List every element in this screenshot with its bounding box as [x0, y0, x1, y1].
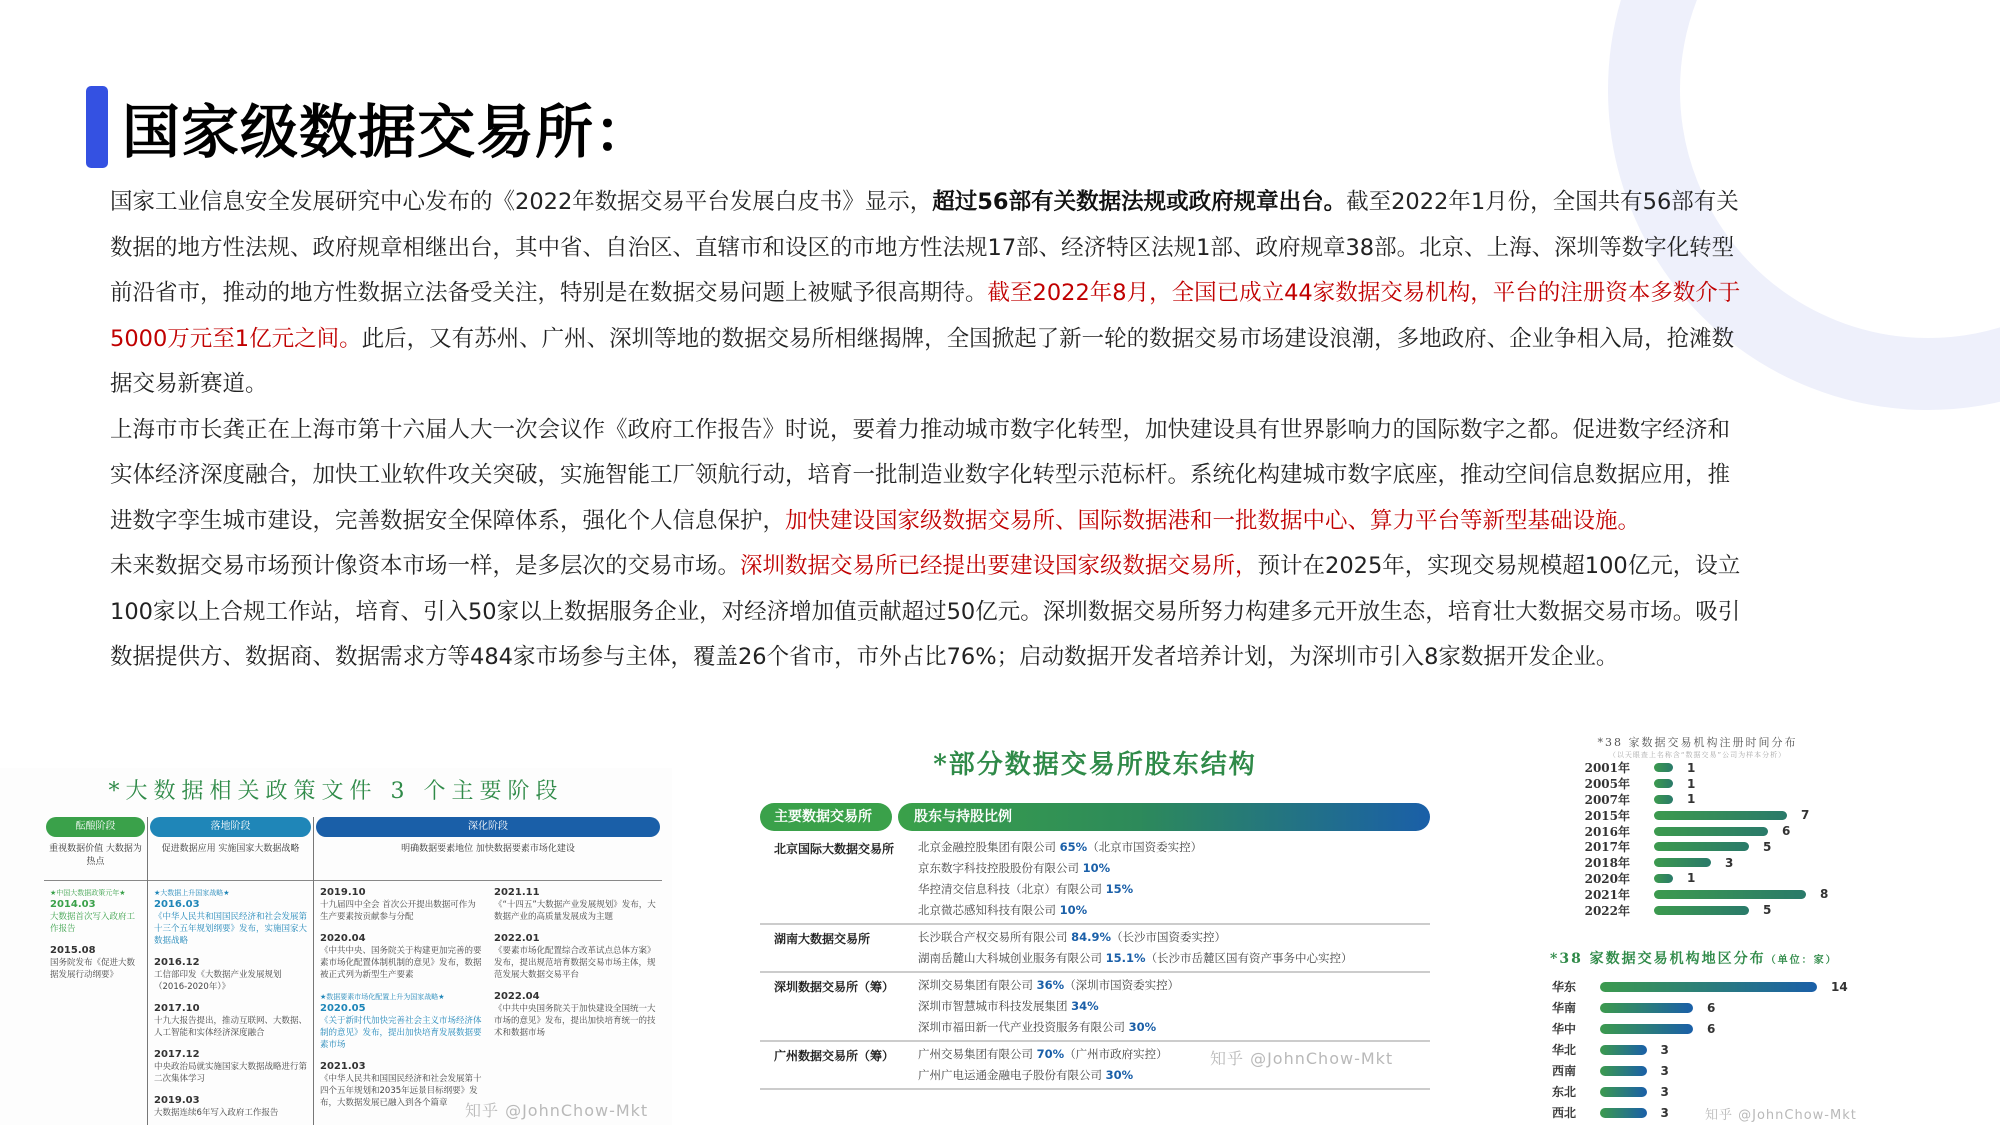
- policy-event: 2022.04 《中共中央国务院关于加快建设全国统一大市场的意见》发布，提出加快培育统一的技术和数据市场: [494, 991, 656, 1038]
- bar-row: [1450, 807, 1945, 823]
- registration-year-chart: [1450, 734, 1945, 924]
- phase-pill: 落地阶段: [150, 817, 311, 837]
- phase-landing: [148, 817, 314, 1125]
- phase-subtitle: 重视数据价值 大数据为热点: [44, 837, 147, 881]
- bar-value: 3: [1660, 1042, 1669, 1057]
- bar-row: [1450, 839, 1945, 855]
- header-exchange: 主要数据交易所: [760, 803, 892, 831]
- page-title: 国家级数据交易所：: [122, 98, 654, 166]
- p1-red-highlight: 截至2022年8月，全国已成立44家数据交易机构，平台的注册资本多数介于5000万元至1亿元之间。: [110, 280, 1741, 352]
- page-header: [86, 86, 653, 168]
- shareholder-row: 广州交易集团有限公司 70%（广州市政府实控）: [918, 1047, 1168, 1061]
- policy-event: 2015.08 国务院发布《促进大数据发展行动纲要》: [50, 945, 136, 980]
- policy-event: 2017.12 中央政治局就实施国家大数据战略进行第二次集体学习: [154, 1049, 308, 1084]
- exchange-group: [760, 925, 1430, 973]
- paragraph-2: [110, 408, 1750, 545]
- watermark: 知乎 @JohnChow-Mkt: [1210, 1049, 1394, 1068]
- phase-deepening: [314, 817, 662, 1125]
- p1-text-c: 截至2022年1月份，全国共有56部有关数据的地方性法规、政府规章相继出台，其中省、自治区、直辖市和设区的市地方性法规17部、经济特区法规1部、政府规章38部。北京、上海、深圳等数字化转型前沿省市，推动的地方性数据立法备受关注，特别是在数据交易问题上被赋予很高期待。: [110, 189, 1739, 306]
- shareholder-row: 长沙联合产权交易所有限公司 84.9%（长沙市国资委实控）: [918, 930, 1227, 944]
- bar-row: [1450, 823, 1945, 839]
- shareholder-row: 湖南岳麓山大科城创业服务有限公司 15.1%（长沙市岳麓区国有资产事务中心实控）: [918, 951, 1353, 965]
- bar-value: 3: [1660, 1105, 1669, 1120]
- bar: [1600, 1003, 1693, 1013]
- shareholder-row: 北京微芯感知科技有限公司 10%: [918, 903, 1088, 917]
- phase-pill: 酝酿阶段: [46, 817, 145, 837]
- shareholder-row: 华控清交信息科技（北京）有限公司 15%: [918, 882, 1134, 896]
- p1-bold-highlight: 超过56部有关数据法规或政府规章出台。: [932, 189, 1347, 215]
- chart-title: *38 家数据交易机构注册时间分布: [1597, 736, 1798, 749]
- policy-event: 2022.01 《要素市场化配置综合改革试点总体方案》发布，提出规范培育数据交易市场主体，规范发展大数据交易平台: [494, 933, 656, 980]
- chart-title: *38 家数据交易机构地区分布（单位：家）: [1550, 951, 1838, 967]
- bar: [1600, 1045, 1647, 1055]
- policy-event: 2016.12 工信部印发《大数据产业发展规划（2016-2020年）》: [154, 957, 282, 992]
- bar-label: 2017年: [1584, 840, 1630, 855]
- bar-value: 6: [1707, 1021, 1716, 1036]
- bar-label: 西南: [1552, 1064, 1577, 1078]
- bar-row: [1450, 902, 1945, 918]
- shareholder-row: 北京金融控股集团有限公司 65%（北京市国资委实控）: [918, 840, 1203, 854]
- bar-row: [1450, 760, 1945, 776]
- bar-label: 2015年: [1584, 808, 1630, 823]
- bar-value: 6: [1782, 824, 1791, 839]
- exchange-group: [760, 973, 1430, 1042]
- bar: [1654, 890, 1806, 899]
- bar: [1654, 858, 1711, 867]
- paragraph-1: [110, 180, 1750, 408]
- bar-row: [1500, 1039, 1995, 1060]
- bar-row: [1500, 997, 1995, 1018]
- policy-event: 2021.03 《中华人民共和国国民经济和社会发展第十四个五年规划和2035年远景目标纲要》发布，大数据发展已融入到各个篇章: [320, 1061, 482, 1108]
- bar-label: 东北: [1552, 1085, 1577, 1099]
- bar-value: 14: [1831, 979, 1848, 994]
- shareholder-row: 京东数字科技控股股份有限公司 10%: [918, 861, 1111, 875]
- bar-label: 华东: [1552, 980, 1577, 994]
- bar-row: [1500, 1018, 1995, 1039]
- policy-event: 2019.03 大数据连续6年写入政府工作报告: [154, 1095, 279, 1118]
- bar-value: 6: [1707, 1000, 1716, 1015]
- policy-event: 2020.04 《中共中央、国务院关于构建更加完善的要素市场化配置体制机制的意见》发布，数据被正式列为新型生产要素: [320, 933, 482, 980]
- bar-label: 2020年: [1584, 871, 1630, 886]
- p2-text-a: 上海市市长龚正在上海市第十六届人大一次会议作《政府工作报告》时说，要着力推动城市数字化转型，加快建设具有世界影响力的国际数字之都。促进数字经济和实体经济深度融合，加快工业软件攻关突破，实施智能工厂领航行动，培育一批制造业数字化转型示范标杆。系统化构建城市数字底座，推动空间信息数据应用，推进数字孪生城市建设，完善数据安全保障体系，强化个人信息保护，: [110, 416, 1731, 534]
- p3-text-c: 预计在2025年，实现交易规模超100亿元，设立100家以上合规工作站，培育、引入50家以上数据服务企业，对经济增加值贡献超过50亿元。深圳数据交易所努力构建多元开放生态，培育壮大数据交易市场。吸引数据提供方、数据商、数据需求方等484家市场参与主体，覆盖26个省市，市外占比76%；启动数据开发者培养计划，为深圳市引入8家数据开发企业。: [110, 553, 1741, 670]
- policy-event: 2019.10 十九届四中全会 首次公开提出数据可作为生产要素按贡献参与分配: [320, 887, 476, 922]
- bar-label: 西北: [1552, 1106, 1577, 1120]
- title-accent-bar: [86, 86, 108, 168]
- watermark: 知乎 @JohnChow-Mkt: [1705, 1108, 1857, 1123]
- shareholder-row: 深圳市智慧城市科技发展集团 34%: [918, 999, 1099, 1013]
- bar: [1654, 811, 1787, 820]
- bar: [1654, 906, 1749, 915]
- policy-stages-figure: [0, 768, 672, 1125]
- exchange-name: 湖南大数据交易所: [774, 932, 871, 946]
- bar-label: 2018年: [1584, 856, 1630, 871]
- phase-subtitle: 明确数据要素地位 加快数据要素市场化建设: [314, 837, 662, 881]
- bar-value: 8: [1820, 887, 1829, 902]
- bar-row: [1450, 792, 1945, 808]
- bar-value: 7: [1801, 808, 1810, 823]
- phase-brewing: [44, 817, 148, 1125]
- body-text: [110, 180, 1750, 681]
- bar: [1654, 874, 1673, 883]
- paragraph-3: [110, 544, 1750, 681]
- bar-row: [1500, 1060, 1995, 1081]
- bar-value: 1: [1687, 792, 1696, 807]
- bar: [1600, 1087, 1647, 1097]
- policy-event: ★数据要素市场化配置上升为国家战略★ 2020.05 《关于新时代加快完善社会主义市场经济体制的意见》发布，提出加快培育发展数据要素市场: [320, 993, 482, 1050]
- shareholder-row: 广州广电运通金融电子股份有限公司 30%: [918, 1068, 1134, 1082]
- bar-value: 1: [1687, 760, 1696, 775]
- bar-label: 2007年: [1584, 793, 1630, 807]
- bar-row: [1450, 855, 1945, 871]
- policy-figure-title: *大数据相关政策文件 3 个主要阶段: [108, 779, 564, 804]
- bar: [1600, 1024, 1693, 1034]
- policy-event: ★大数据上升国家战略★ 2016.03 《中华人民共和国国民经济和社会发展第十三个五年规划纲要》发布，实施国家大数据战略: [154, 889, 308, 946]
- bar-label: 2001年: [1584, 761, 1630, 776]
- exchange-name: 广州数据交易所（筹）: [774, 1049, 895, 1063]
- exchange-name: 深圳数据交易所（筹）: [774, 980, 895, 994]
- watermark: 知乎 @JohnChow-Mkt: [465, 1101, 649, 1120]
- bar: [1654, 795, 1673, 804]
- bar: [1654, 842, 1749, 851]
- bar-label: 2022年: [1584, 903, 1630, 918]
- bar: [1600, 982, 1817, 992]
- chart-bars: [1450, 760, 1945, 918]
- bar-row: [1500, 1081, 1995, 1102]
- p3-text-a: 未来数据交易市场预计像资本市场一样，是多层次的交易市场。: [110, 553, 741, 579]
- phase-subtitle: 促进数据应用 实施国家大数据战略: [148, 837, 313, 881]
- bar: [1654, 779, 1673, 788]
- p1-text-e: 此后，又有苏州、广州、深圳等地的数据交易所相继揭牌，全国掀起了新一轮的数据交易市场建设浪潮，多地政府、企业争相入局，抢滩数据交易新赛道。: [110, 325, 1735, 397]
- exchange-group: [760, 835, 1430, 925]
- bar: [1654, 763, 1673, 772]
- bar-value: 3: [1660, 1063, 1669, 1078]
- bar-row: [1450, 886, 1945, 902]
- bar-value: 3: [1725, 855, 1734, 870]
- bar-label: 华中: [1552, 1022, 1577, 1036]
- bar: [1600, 1108, 1647, 1118]
- region-distribution-chart: [1500, 940, 1995, 1125]
- exchange-name: 北京国际大数据交易所: [774, 842, 895, 856]
- shareholder-structure-figure: [760, 740, 1430, 1085]
- bar-value: 5: [1763, 839, 1772, 854]
- policy-event: ★中国大数据政策元年★ 2014.03 大数据首次写入政府工作报告: [50, 889, 136, 934]
- bar-value: 1: [1687, 871, 1696, 886]
- p3-red-highlight: 深圳数据交易所已经提出要建设国家级数据交易所，: [740, 553, 1258, 579]
- bar-value: 5: [1763, 903, 1772, 918]
- header-shareholders: 股东与持股比例: [898, 803, 1430, 831]
- bar-row: [1450, 776, 1945, 792]
- bar-label: 2021年: [1584, 887, 1630, 902]
- chart-bars: [1500, 976, 1995, 1123]
- chart-subtitle: （以天眼查上名称含“数据交易”公司为样本分析）: [1608, 751, 1787, 759]
- p2-red-highlight: 加快建设国家级数据交易所、国际数据港和一批数据中心、算力平台等新型基础设施。: [785, 507, 1641, 534]
- shareholder-row: 深圳市福田新一代产业投资服务有限公司 30%: [918, 1020, 1157, 1034]
- bar-row: [1450, 871, 1945, 887]
- bar-label: 2016年: [1584, 824, 1630, 839]
- bar: [1654, 827, 1768, 836]
- shareholder-row: 深圳交易集团有限公司 36%（深圳市国资委实控）: [918, 978, 1180, 992]
- bar-label: 华北: [1552, 1043, 1577, 1057]
- policy-event: 2021.11 《“十四五”大数据产业发展规划》发布，大数据产业的高质量发展成为主题: [494, 887, 656, 922]
- p1-text-a: 国家工业信息安全发展研究中心发布的《2022年数据交易平台发展白皮书》显示，: [110, 189, 933, 215]
- bar: [1600, 1066, 1647, 1076]
- shareholder-figure-title: *部分数据交易所股东结构: [933, 750, 1257, 780]
- bar-value: 3: [1660, 1084, 1669, 1099]
- bar-value: 1: [1687, 776, 1696, 791]
- bar-row: [1500, 976, 1995, 997]
- bar-label: 华南: [1552, 1001, 1577, 1015]
- bar-label: 2005年: [1584, 777, 1630, 792]
- phase-pill: 深化阶段: [316, 817, 660, 837]
- policy-event: 2017.10 十九大报告提出，推动互联网、大数据、人工智能和实体经济深度融合: [154, 1003, 308, 1038]
